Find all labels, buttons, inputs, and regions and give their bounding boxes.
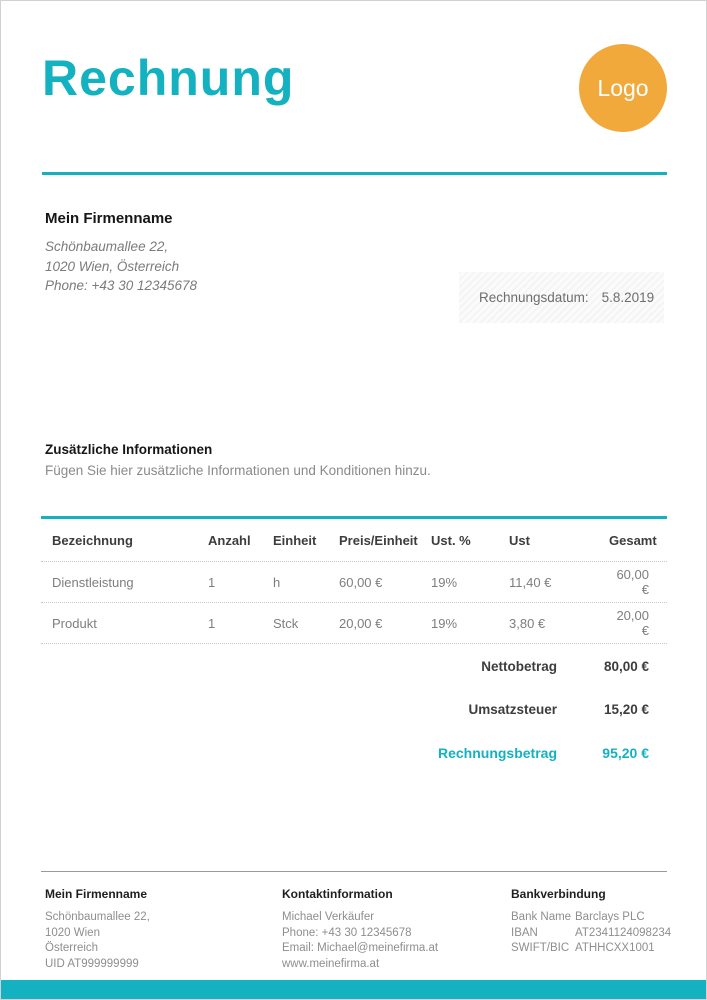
cell-bezeichnung: Dienstleistung [52, 574, 134, 590]
invoice-date-label: Rechnungsdatum: [479, 290, 589, 305]
bank-name-label: Bank Name [511, 911, 572, 923]
sender-phone-line: Phone: +43 30 12345678 [45, 278, 198, 293]
footer-contact-website: www.meinefirma.at [282, 957, 380, 970]
column-header-gesamt: Gesamt [609, 532, 657, 548]
swift-bic-label: SWIFT/BIC [511, 942, 570, 954]
tax-amount-value: 15,20 € [603, 702, 649, 717]
net-amount-value: 80,00 € [603, 659, 649, 674]
bank-details-grid [511, 910, 671, 957]
footer-company-title: Mein Firmenname [45, 887, 148, 901]
totals-row-net [41, 645, 667, 688]
footer-contact-title: Kontaktinformation [282, 887, 393, 901]
bottom-accent-band [1, 980, 706, 999]
header-divider [42, 172, 667, 175]
footer-contact-email: Email: Michael@meinefirma.at [282, 942, 439, 954]
cell-bezeichnung: Produkt [52, 615, 97, 631]
cell-anzahl: 1 [208, 574, 216, 590]
grand-total-label: Rechnungsbetrag [437, 744, 557, 761]
cell-ust-prozent: 19% [431, 615, 458, 631]
table-row [41, 603, 667, 644]
column-header-ust-prozent: Ust. % [431, 532, 471, 548]
footer-contact-column [282, 887, 438, 972]
footer-contact-phone: Phone: +43 30 12345678 [282, 926, 412, 939]
column-header-ust: Ust [509, 532, 530, 548]
sender-name: Mein Firmenname [45, 210, 173, 227]
footer-contact-person: Michael Verkäufer [282, 911, 375, 923]
footer-bank-column [511, 887, 671, 957]
items-table [41, 516, 667, 644]
column-header-bezeichnung: Bezeichnung [52, 532, 133, 548]
cell-einheit: h [273, 574, 281, 590]
bank-name-value: Barclays PLC [575, 911, 645, 923]
cell-preis-einheit: 20,00 € [339, 615, 383, 631]
sender-address-line: 1020 Wien, Österreich [45, 258, 180, 274]
footer-company-line: 1020 Wien [45, 926, 100, 939]
footer-company-uid: UID AT999999999 [45, 957, 139, 970]
cell-gesamt: 60,00 € [616, 567, 649, 597]
sender-address-line: Schönbaumallee 22, [45, 239, 169, 254]
cell-anzahl: 1 [208, 615, 216, 631]
table-row [41, 562, 667, 603]
cell-preis-einheit: 60,00 € [339, 574, 383, 590]
swift-bic-value: ATHHCXX1001 [575, 942, 655, 954]
totals-row-grand-total [41, 731, 667, 774]
footer-divider [41, 871, 667, 872]
cell-einheit: Stck [273, 615, 299, 631]
cell-gesamt: 20,00 € [616, 608, 649, 638]
cell-ust: 11,40 € [509, 574, 552, 590]
grand-total-value: 95,20 € [602, 744, 649, 761]
tax-amount-label: Umsatzsteuer [468, 702, 557, 717]
iban-value: AT2341124098234 [575, 926, 672, 939]
net-amount-label: Nettobetrag [481, 659, 557, 674]
page-title: Rechnung [42, 50, 295, 106]
cell-ust-prozent: 19% [431, 574, 458, 590]
column-header-preis-einheit: Preis/Einheit [339, 532, 418, 548]
invoice-date-value: 5.8.2019 [601, 290, 655, 305]
additional-info-title: Zusätzliche Informationen [45, 442, 213, 457]
additional-info-text: Fügen Sie hier zusätzliche Informationen und Konditionen hinzu. [45, 463, 431, 478]
footer-company-line: Schönbaumallee 22, [45, 911, 150, 923]
invoice-date-box [459, 272, 664, 323]
footer-company-column [45, 887, 150, 972]
company-logo [579, 44, 667, 132]
footer-company-line: Österreich [45, 942, 99, 954]
totals-block [41, 645, 667, 774]
column-header-einheit: Einheit [273, 532, 317, 548]
column-header-anzahl: Anzahl [208, 532, 251, 548]
logo-label: Logo [597, 74, 649, 101]
totals-row-tax [41, 688, 667, 731]
additional-info-block [45, 442, 431, 478]
iban-label: IBAN [511, 926, 538, 939]
sender-block [45, 210, 197, 296]
table-header-row [41, 519, 667, 562]
footer-bank-title: Bankverbindung [511, 887, 606, 901]
cell-ust: 3,80 € [509, 615, 546, 631]
